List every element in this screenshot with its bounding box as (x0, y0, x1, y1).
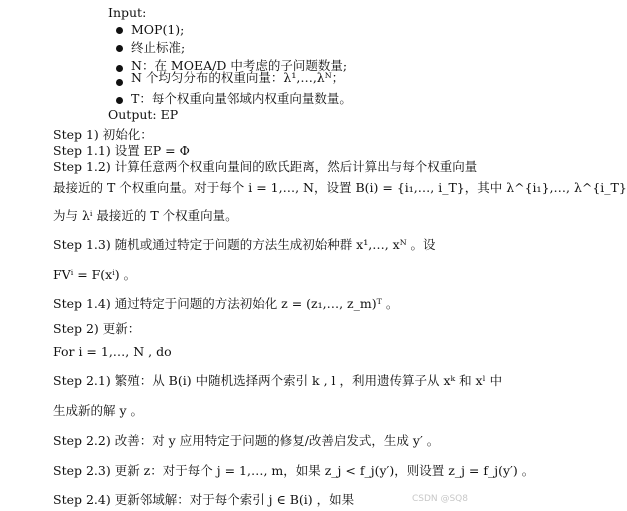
input-item-t: T：每个权重向量邻域内权重向量数量。 (131, 91, 352, 106)
step-2-4: Step 2.4) 更新邻域解：对于每个索引 j ∈ B(i) ，如果 (53, 492, 355, 507)
step-1-2-line3: 为与 λⁱ 最接近的 T 个权重向量。 (53, 208, 238, 223)
step-2-2: Step 2.2) 改善：对 y 应用特定于问题的修复/改善启发式，生成 y′ 。 (53, 433, 440, 448)
step-1-3-line1: Step 1.3) 随机或通过特定于问题的方法生成初始种群 x¹,…, xᴺ 。设 (53, 237, 436, 252)
output-line: Output: EP (108, 107, 179, 122)
input-item-mop: MOP(1); (131, 22, 185, 37)
step-1: Step 1) 初始化： (53, 127, 153, 142)
step-1-1: Step 1.1) 设置 EP = Φ (53, 143, 190, 158)
step-1-4: Step 1.4) 通过特定于问题的方法初始化 z = (z₁,…, z_m)ᵀ 。 (53, 296, 399, 311)
input-item-n: N：在 MOEA/D 中考虑的子问题数量; (131, 58, 348, 73)
step-1-3-line2: FVⁱ = F(xⁱ) 。 (53, 267, 137, 282)
watermark: CSDN @SQ8 (411, 494, 468, 504)
bullet-icon (116, 97, 123, 104)
step-2-1-line2: 生成新的解 y 。 (53, 403, 144, 418)
input-heading: Input: (108, 5, 147, 20)
input-item-stop: 终止标准; (131, 40, 186, 55)
step-2-3: Step 2.3) 更新 z：对于每个 j = 1,…, m，如果 z_j < f_j(y′)，则设置 z_j = f_j(y′) 。 (53, 463, 535, 478)
step-1-2-line1: Step 1.2) 计算任意两个权重向量间的欧氏距离，然后计算出与每个权重向量 (53, 159, 478, 174)
bullet-icon (116, 79, 123, 86)
bullet-icon (116, 45, 123, 52)
bullet-icon (116, 27, 123, 34)
step-1-2-line2: 最接近的 T 个权重向量。对于每个 i = 1,…, N，设置 B(i) = {i₁,…, i_T}，其中 λ^{i₁},…, λ^{i_T} (53, 180, 627, 195)
for-loop-line: For i = 1,…, N , do (53, 344, 172, 359)
bullet-icon (116, 65, 123, 72)
step-2: Step 2) 更新： (53, 321, 141, 336)
step-2-1-line1: Step 2.1) 繁殖：从 B(i) 中随机选择两个索引 k , l ，利用遗传算子从 xᵏ 和 xˡ 中 (53, 373, 503, 388)
input-item-weights: N 个均匀分布的权重向量：λ¹,…,λᴺ； (131, 70, 345, 85)
